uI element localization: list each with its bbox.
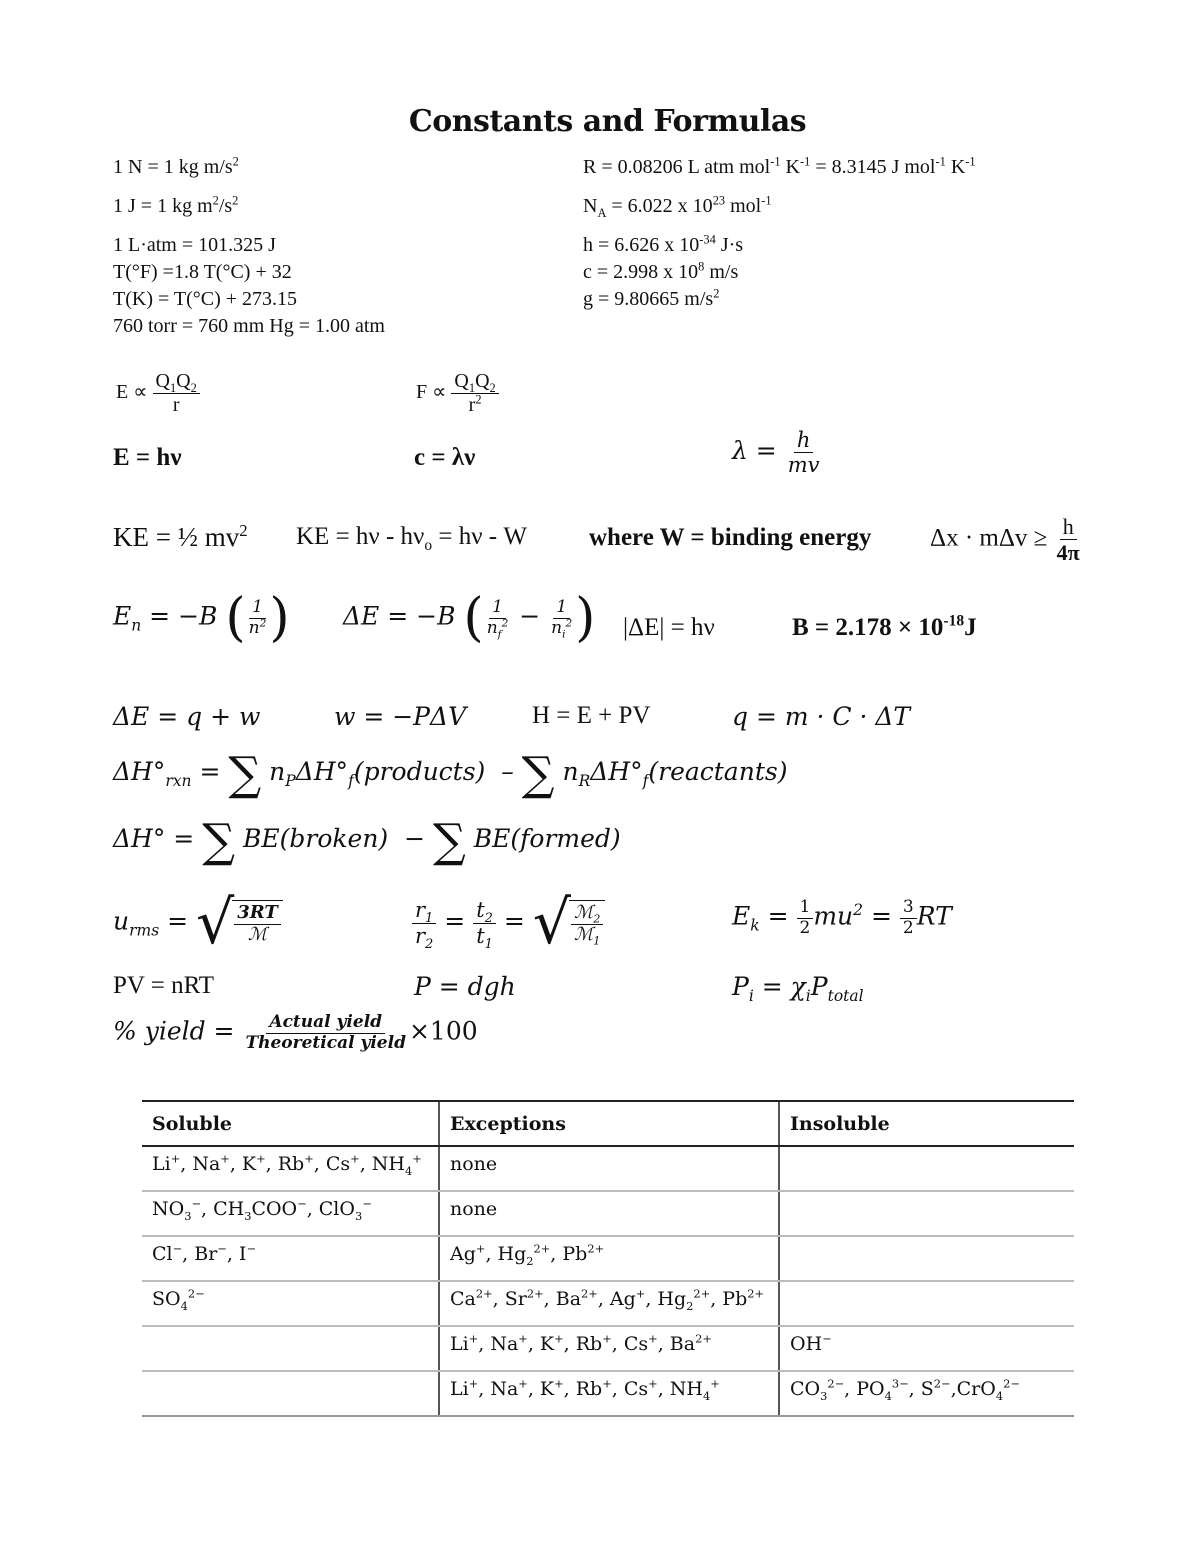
cell-exceptions: $Ca^{2+}$, $Sr^{2+}$, $Ba^{2+}$, Ag+, $Hg_2^{2+}$, $Pb^{2+}$ [439, 1281, 779, 1326]
cell-insoluble [779, 1191, 1074, 1236]
cell-soluble [142, 1326, 439, 1371]
formula-heat: q = m · C · ΔT [732, 702, 911, 731]
cell-insoluble: OH− [779, 1326, 1074, 1371]
formula-ideal-gas: PV = nRT [113, 972, 215, 999]
const-temp-f: T(°F) =1.8 T(°C) + 32 [113, 261, 292, 283]
header-soluble: Soluble [142, 1101, 439, 1146]
table-row [142, 1326, 1074, 1371]
formula-first-law: ΔE = q + w [113, 702, 261, 731]
formula-de-broglie: λ = $\frac{h}{mv}$ [732, 428, 820, 478]
formula-c-lv: c = λν [414, 444, 476, 471]
const-gas-r: R = 0.08206 L atm mol$^{-1}$ $K^{-1} = 8.3145$ J mol$^{-1}$ $K^{-1}$ [583, 154, 976, 178]
formula-ke: KE = ½ $mv^2$ [113, 521, 248, 552]
table-row [142, 1146, 1074, 1191]
cell-insoluble [779, 1236, 1074, 1281]
formula-e-coulomb: E ∝ $\frac{Q_1Q_2}{r}$ [116, 370, 200, 417]
formula-hydrostatic: P = dgh [414, 972, 516, 1001]
formula-rydberg-b: $B = 2.178 \times 10^{-18}J$ [792, 612, 977, 641]
cell-exceptions: Ag+, $Hg_2^{2+}$, $Pb^{2+}$ [439, 1236, 779, 1281]
cell-exceptions: Li+, Na+, K+, Rb+, Cs+, $NH_4^+$ [439, 1371, 779, 1416]
table-row [142, 1236, 1074, 1281]
formula-bohr-en: $E_n = -B$ ( $\frac{1}{n^2}$ ) [113, 588, 290, 649]
formula-e-hv: E = hν [113, 444, 182, 471]
formula-work: w = −PΔV [334, 702, 467, 731]
cell-soluble: $NO_3^-$, $CH_3COO^-$, ClO$_3$− [142, 1191, 439, 1236]
formula-abs-de: |ΔE| = hν [623, 614, 715, 641]
cell-insoluble [779, 1146, 1074, 1191]
header-insoluble: Insoluble [779, 1101, 1074, 1146]
const-light: c = 2.998 x $10^8$ m/s [583, 259, 739, 283]
formula-rms-speed: $u_{rms}$ = √ $\frac{3RT}{\text{ℳ}}$ [113, 893, 283, 953]
formula-graham: $\frac{r_1}{r_2}$ = $\frac{t_2}{t_1}$ = √ $\frac{ℳ_2}{ℳ_1}$ [412, 893, 605, 953]
formula-uncertainty: Δx · mΔv ≥ $\frac{h}{4\pi}$ [930, 514, 1080, 566]
table-row [142, 1371, 1074, 1416]
const-planck: h = 6.626 x $10^{-34}$ J·s [583, 232, 744, 256]
const-avogadro: $N_A = 6.022$ x $10^{23}$ mol$^{-1}$ [583, 193, 772, 220]
cell-insoluble: $CO_3^{2-}$, $PO_4^{3-}$, $S^{2-},CrO_4^{2-}$ [779, 1371, 1074, 1416]
const-pressure: 760 torr = 760 mm Hg = 1.00 atm [113, 315, 385, 337]
solubility-table [142, 1100, 1074, 1417]
formula-binding-energy: where W = binding energy [589, 524, 872, 551]
header-exceptions: Exceptions [439, 1101, 779, 1146]
formula-photoelectric: KE = $h\nu - h\nu_o = h\nu - W$ [296, 523, 527, 554]
table-row [142, 1281, 1074, 1326]
formula-f-coulomb: F ∝ $\frac{Q_1Q_2}{r^2}$ [416, 370, 499, 417]
formula-bond-energy: ΔH° = ∑ BE(broken) − ∑ BE(formed) [113, 813, 621, 868]
const-newton: 1 N = 1 kg $m/s^2$ [113, 154, 239, 178]
table-header-row [142, 1101, 1074, 1146]
const-joule: 1 J = 1 kg $m^2/s^2$ [113, 193, 239, 217]
cell-soluble: $SO_4^{2-}$ [142, 1281, 439, 1326]
cell-exceptions: none [439, 1146, 779, 1191]
formula-percent-yield: % yield = $\frac{\text{Actual yield}}{\text{Theoretical yield}}$ ×100 [113, 1012, 478, 1053]
cell-exceptions: Li+, Na+, K+, Rb+, Cs+, $Ba^{2+}$ [439, 1326, 779, 1371]
cell-exceptions: none [439, 1191, 779, 1236]
const-latm: 1 L·atm = 101.325 J [113, 234, 276, 256]
cell-soluble [142, 1371, 439, 1416]
const-gravity: g = 9.80665 $m/s^2$ [583, 286, 720, 310]
page-title: Constants and Formulas [408, 104, 807, 139]
formula-partial-pressure: $P_i = \chi_iP_{total}$ [732, 972, 864, 1005]
formula-hess: $\Delta H^\circ_{rxn}$ = ∑ $n_P\Delta H^\circ_f(products)$ – ∑ $n_R\Delta H^\circ_f(reactants)$ [113, 746, 788, 801]
cell-soluble: Li+, Na+, K+, Rb+, Cs+, $NH_4^+$ [142, 1146, 439, 1191]
const-temp-k: T(K) = T(°C) + 273.15 [113, 288, 298, 310]
formula-kinetic-energy: $E_k$ = $\frac{1}{2}$ $mu^2$ = $\frac{3}{2}$ RT [732, 897, 952, 938]
table-row [142, 1191, 1074, 1236]
cell-soluble: Cl−, Br−, I− [142, 1236, 439, 1281]
cell-insoluble [779, 1281, 1074, 1326]
formula-enthalpy-def: H = E + PV [532, 702, 651, 729]
formula-bohr-delta: ΔE = −B ( $\frac{1}{n_f^2}$ − $\frac{1}{n_i^2}$ ) [343, 588, 596, 649]
